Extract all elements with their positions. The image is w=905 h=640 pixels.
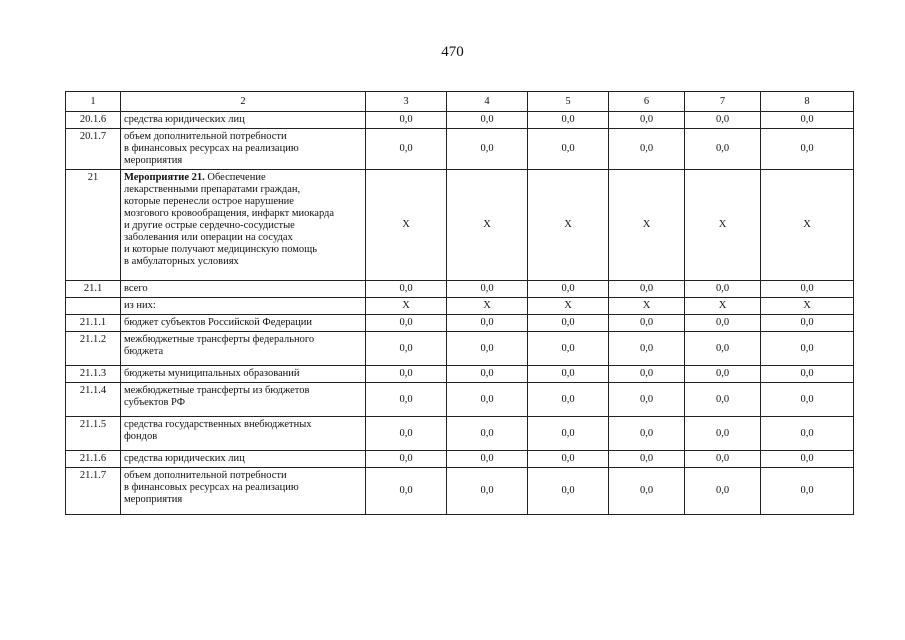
row-name-text: средства юридических лиц bbox=[124, 114, 245, 125]
row-name-text: межбюджетные трансферты федерального бюджета bbox=[124, 334, 315, 357]
row-name bbox=[121, 281, 366, 298]
value-cell: 0,0 bbox=[447, 468, 528, 515]
table-body bbox=[66, 112, 854, 515]
value-cell: 0,0 bbox=[447, 451, 528, 468]
value-cell: X bbox=[366, 298, 447, 315]
row-name-text: средства государственных внебюджетных фондов bbox=[124, 419, 312, 442]
value-cell: 0,0 bbox=[685, 112, 761, 129]
row-name bbox=[121, 298, 366, 315]
row-name bbox=[121, 468, 366, 515]
row-name bbox=[121, 170, 366, 281]
value-cell: 0,0 bbox=[609, 315, 685, 332]
header-cell: 5 bbox=[528, 92, 609, 112]
value-cell: X bbox=[609, 298, 685, 315]
value-cell: 0,0 bbox=[609, 468, 685, 515]
table-row bbox=[66, 129, 854, 170]
value-cell: 0,0 bbox=[447, 281, 528, 298]
value-cell: 0,0 bbox=[528, 281, 609, 298]
budget-table bbox=[65, 91, 854, 515]
value-cell: 0,0 bbox=[761, 451, 854, 468]
row-name-text: средства юридических лиц bbox=[124, 453, 245, 464]
value-cell: 0,0 bbox=[528, 451, 609, 468]
table-row bbox=[66, 366, 854, 383]
row-name-text: бюджеты муниципальных образований bbox=[124, 368, 300, 379]
row-code: 21.1.1 bbox=[66, 315, 121, 332]
row-code: 21.1.6 bbox=[66, 451, 121, 468]
value-cell: 0,0 bbox=[366, 383, 447, 417]
value-cell: X bbox=[528, 170, 609, 281]
value-cell: X bbox=[366, 170, 447, 281]
row-name bbox=[121, 129, 366, 170]
value-cell: 0,0 bbox=[366, 315, 447, 332]
value-cell: 0,0 bbox=[528, 468, 609, 515]
value-cell: 0,0 bbox=[685, 383, 761, 417]
table-row bbox=[66, 170, 854, 281]
row-name-text: межбюджетные трансферты из бюджетов субъектов РФ bbox=[124, 385, 310, 408]
value-cell: X bbox=[528, 298, 609, 315]
value-cell: 0,0 bbox=[685, 451, 761, 468]
value-cell: X bbox=[447, 170, 528, 281]
value-cell: 0,0 bbox=[609, 417, 685, 451]
row-name bbox=[121, 383, 366, 417]
value-cell: 0,0 bbox=[366, 281, 447, 298]
row-code: 21 bbox=[66, 170, 121, 281]
header-cell: 7 bbox=[685, 92, 761, 112]
value-cell: 0,0 bbox=[685, 281, 761, 298]
value-cell: 0,0 bbox=[366, 366, 447, 383]
row-name-text: объем дополнительной потребности в финансовых ресурсах на реализацию мероприятия bbox=[124, 131, 299, 166]
value-cell: 0,0 bbox=[447, 112, 528, 129]
value-cell: 0,0 bbox=[761, 417, 854, 451]
value-cell: 0,0 bbox=[761, 129, 854, 170]
row-code: 20.1.7 bbox=[66, 129, 121, 170]
table-row bbox=[66, 112, 854, 129]
table-row bbox=[66, 281, 854, 298]
row-code: 21.1 bbox=[66, 281, 121, 298]
table-row bbox=[66, 315, 854, 332]
row-name bbox=[121, 417, 366, 451]
table-row bbox=[66, 298, 854, 315]
row-name-text: всего bbox=[124, 283, 148, 294]
value-cell: 0,0 bbox=[761, 366, 854, 383]
row-name-text: бюджет субъектов Российской Федерации bbox=[124, 317, 312, 328]
row-name bbox=[121, 332, 366, 366]
value-cell: 0,0 bbox=[761, 332, 854, 366]
row-name bbox=[121, 112, 366, 129]
row-code: 20.1.6 bbox=[66, 112, 121, 129]
row-name-text: из них: bbox=[124, 300, 156, 311]
value-cell: X bbox=[761, 298, 854, 315]
header-cell: 2 bbox=[121, 92, 366, 112]
value-cell: 0,0 bbox=[609, 451, 685, 468]
value-cell: 0,0 bbox=[609, 366, 685, 383]
header-cell: 8 bbox=[761, 92, 854, 112]
row-code: 21.1.7 bbox=[66, 468, 121, 515]
value-cell: 0,0 bbox=[528, 417, 609, 451]
page-number: 470 bbox=[441, 44, 464, 60]
value-cell: 0,0 bbox=[447, 129, 528, 170]
value-cell: 0,0 bbox=[447, 332, 528, 366]
header-cell: 4 bbox=[447, 92, 528, 112]
value-cell: X bbox=[685, 170, 761, 281]
value-cell: 0,0 bbox=[761, 383, 854, 417]
value-cell: 0,0 bbox=[761, 281, 854, 298]
table-row bbox=[66, 417, 854, 451]
table-row bbox=[66, 383, 854, 417]
row-name bbox=[121, 315, 366, 332]
value-cell: X bbox=[761, 170, 854, 281]
value-cell: 0,0 bbox=[761, 112, 854, 129]
row-code bbox=[66, 298, 121, 315]
value-cell: 0,0 bbox=[447, 315, 528, 332]
table-row bbox=[66, 468, 854, 515]
value-cell: 0,0 bbox=[528, 332, 609, 366]
value-cell: 0,0 bbox=[761, 315, 854, 332]
value-cell: 0,0 bbox=[447, 366, 528, 383]
value-cell: 0,0 bbox=[609, 332, 685, 366]
value-cell: 0,0 bbox=[528, 315, 609, 332]
value-cell: 0,0 bbox=[685, 315, 761, 332]
value-cell: 0,0 bbox=[528, 383, 609, 417]
value-cell: 0,0 bbox=[685, 366, 761, 383]
row-code: 21.1.4 bbox=[66, 383, 121, 417]
row-name bbox=[121, 366, 366, 383]
row-code: 21.1.5 bbox=[66, 417, 121, 451]
row-code: 21.1.2 bbox=[66, 332, 121, 366]
value-cell: 0,0 bbox=[685, 129, 761, 170]
value-cell: 0,0 bbox=[609, 129, 685, 170]
value-cell: X bbox=[685, 298, 761, 315]
value-cell: 0,0 bbox=[685, 417, 761, 451]
value-cell: 0,0 bbox=[609, 383, 685, 417]
value-cell: 0,0 bbox=[366, 451, 447, 468]
value-cell: 0,0 bbox=[447, 383, 528, 417]
value-cell: X bbox=[447, 298, 528, 315]
value-cell: 0,0 bbox=[528, 129, 609, 170]
value-cell: 0,0 bbox=[609, 281, 685, 298]
value-cell: 0,0 bbox=[528, 366, 609, 383]
value-cell: 0,0 bbox=[528, 112, 609, 129]
row-name-text: объем дополнительной потребности в финансовых ресурсах на реализацию мероприятия bbox=[124, 470, 299, 505]
header-cell: 3 bbox=[366, 92, 447, 112]
value-cell: 0,0 bbox=[447, 417, 528, 451]
value-cell: 0,0 bbox=[366, 129, 447, 170]
value-cell: 0,0 bbox=[609, 112, 685, 129]
header-cell: 6 bbox=[609, 92, 685, 112]
value-cell: X bbox=[609, 170, 685, 281]
table-row bbox=[66, 451, 854, 468]
value-cell: 0,0 bbox=[366, 417, 447, 451]
value-cell: 0,0 bbox=[685, 332, 761, 366]
table-row bbox=[66, 332, 854, 366]
row-name bbox=[121, 451, 366, 468]
value-cell: 0,0 bbox=[685, 468, 761, 515]
row-name-text: Обеспечение лекарственными препаратами граждан, которые перенесли острое нарушение мозгового кровообращения, инфаркт миокарда и другие острые сердечно-сосудистые заболевания или операции на сосудах и которые получают медицинскую помощь в амбулаторных условиях bbox=[124, 172, 335, 267]
row-code: 21.1.3 bbox=[66, 366, 121, 383]
value-cell: 0,0 bbox=[366, 332, 447, 366]
value-cell: 0,0 bbox=[366, 112, 447, 129]
measure-title: Мероприятие 21. bbox=[124, 172, 205, 183]
value-cell: 0,0 bbox=[761, 468, 854, 515]
header-row bbox=[66, 92, 854, 112]
header-cell: 1 bbox=[66, 92, 121, 112]
value-cell: 0,0 bbox=[366, 468, 447, 515]
